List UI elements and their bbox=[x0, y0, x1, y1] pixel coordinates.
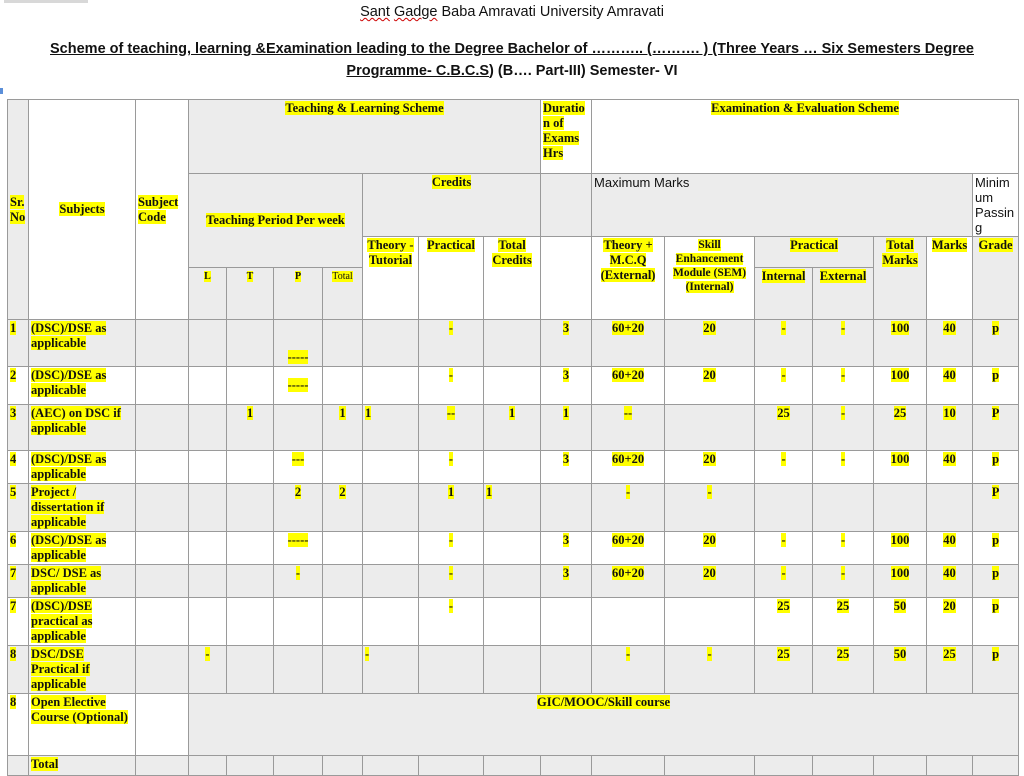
cell-total-credit bbox=[484, 320, 541, 367]
cell-t bbox=[227, 646, 274, 694]
cell-skill-marks: 20 bbox=[665, 320, 755, 367]
cell-code bbox=[136, 598, 189, 646]
cell-external: 25 bbox=[813, 598, 874, 646]
header-examination-scheme: Examination & Evaluation Scheme bbox=[592, 100, 1019, 174]
cell-min-marks: 40 bbox=[927, 451, 973, 484]
cell-min-marks bbox=[927, 756, 973, 776]
cell-min-marks bbox=[927, 484, 973, 532]
cell-skill-marks bbox=[665, 598, 755, 646]
header-theory-mcq: Theory + M.C.Q (External) bbox=[592, 237, 665, 320]
cell-theory-marks: 60+20 bbox=[592, 367, 665, 405]
cell-internal: 25 bbox=[755, 598, 813, 646]
cell-total-marks: 100 bbox=[874, 367, 927, 405]
cell-ptotal bbox=[323, 320, 363, 367]
header-total-credits: Total Credits bbox=[484, 237, 541, 320]
cell-subject: (DSC)/DSE as applicable bbox=[29, 451, 136, 484]
cell-theory-credit bbox=[363, 451, 419, 484]
cell-min-marks: 20 bbox=[927, 598, 973, 646]
cell-code bbox=[136, 694, 189, 756]
cell-p: ----- bbox=[274, 320, 323, 367]
cell-duration: 3 bbox=[541, 565, 592, 598]
cell-l bbox=[189, 484, 227, 532]
cell-srno: 5 bbox=[8, 484, 29, 532]
cell-practical-credit: 1 bbox=[419, 484, 484, 532]
open-elective-note: GIC/MOOC/Skill course bbox=[189, 694, 1019, 756]
cell-duration bbox=[541, 598, 592, 646]
cell-total-marks bbox=[874, 756, 927, 776]
cell-subject: (DSC)/DSE as applicable bbox=[29, 320, 136, 367]
cell-skill-marks: 20 bbox=[665, 532, 755, 565]
cell-ptotal bbox=[323, 756, 363, 776]
cell-practical-credit: - bbox=[419, 451, 484, 484]
cell-total-credit bbox=[484, 451, 541, 484]
cell-practical-credit bbox=[419, 646, 484, 694]
cell-duration bbox=[541, 756, 592, 776]
cell-code bbox=[136, 484, 189, 532]
cell-grade: p bbox=[973, 646, 1019, 694]
cell-ptotal bbox=[323, 598, 363, 646]
cell-theory-marks bbox=[592, 598, 665, 646]
cell-skill-marks: 20 bbox=[665, 451, 755, 484]
cell-theory-credit bbox=[363, 320, 419, 367]
page-corner-mark bbox=[4, 0, 88, 3]
cell-ptotal: 2 bbox=[323, 484, 363, 532]
cell-l: - bbox=[189, 646, 227, 694]
table-row bbox=[8, 646, 1019, 694]
cell-total-marks: 50 bbox=[874, 646, 927, 694]
cell-t bbox=[227, 756, 274, 776]
scheme-title-line2: Programme- C.B.C.S) (B…. Part-III) Semester- VI bbox=[346, 63, 678, 79]
header-subject-code: Subject Code bbox=[136, 100, 189, 320]
cell-t bbox=[227, 565, 274, 598]
cell-practical-credit: -- bbox=[419, 405, 484, 451]
header-P: P bbox=[274, 268, 323, 320]
cell-duration bbox=[541, 646, 592, 694]
cell-srno: 8 bbox=[8, 694, 29, 756]
cell-l bbox=[189, 320, 227, 367]
cell-external: - bbox=[813, 532, 874, 565]
cell-p: --- bbox=[274, 451, 323, 484]
cell-internal bbox=[755, 484, 813, 532]
cell-l bbox=[189, 405, 227, 451]
cell-external: - bbox=[813, 367, 874, 405]
cell-total-credit bbox=[484, 565, 541, 598]
table-row bbox=[8, 484, 1019, 532]
cell-ptotal bbox=[323, 565, 363, 598]
table-row bbox=[8, 320, 1019, 367]
cell-t bbox=[227, 484, 274, 532]
cell-practical-credit: - bbox=[419, 532, 484, 565]
cell-theory-credit: - bbox=[363, 646, 419, 694]
cell-grade bbox=[973, 756, 1019, 776]
header-srno: Sr.No bbox=[8, 100, 29, 320]
cell-code bbox=[136, 320, 189, 367]
cell-code bbox=[136, 451, 189, 484]
cell-external: 25 bbox=[813, 646, 874, 694]
cell-srno: 3 bbox=[8, 405, 29, 451]
header-duration-blank-2 bbox=[541, 237, 592, 320]
cell-p: ----- bbox=[274, 532, 323, 565]
cell-code bbox=[136, 532, 189, 565]
cell-t bbox=[227, 320, 274, 367]
cell-internal: - bbox=[755, 565, 813, 598]
cell-l bbox=[189, 532, 227, 565]
cell-theory-marks: 60+20 bbox=[592, 320, 665, 367]
cell-theory-credit bbox=[363, 565, 419, 598]
cell-min-marks: 25 bbox=[927, 646, 973, 694]
cell-practical-credit bbox=[419, 756, 484, 776]
cell-total-credit bbox=[484, 598, 541, 646]
cell-min-marks: 10 bbox=[927, 405, 973, 451]
cell-skill-marks: 20 bbox=[665, 565, 755, 598]
cell-total-marks: 50 bbox=[874, 598, 927, 646]
header-skill-module: Skill Enhancement Module (SEM) (Internal) bbox=[665, 237, 755, 320]
cell-min-marks: 40 bbox=[927, 320, 973, 367]
cell-total-credit bbox=[484, 756, 541, 776]
scheme-table bbox=[7, 99, 1019, 776]
cell-duration: 3 bbox=[541, 320, 592, 367]
cell-internal: - bbox=[755, 532, 813, 565]
cell-min-marks: 40 bbox=[927, 532, 973, 565]
cell-ptotal bbox=[323, 646, 363, 694]
scheme-title-line1: Scheme of teaching, learning &Examination leading to the Degree Bachelor of ……….. (………. ) (Three Years … Six Semesters Degree bbox=[50, 41, 974, 57]
cell-internal: 25 bbox=[755, 646, 813, 694]
cell-subject: (DSC)/DSE as applicable bbox=[29, 532, 136, 565]
cell-duration: 3 bbox=[541, 451, 592, 484]
cell-skill-marks bbox=[665, 405, 755, 451]
cell-skill-marks: - bbox=[665, 484, 755, 532]
table-row bbox=[8, 565, 1019, 598]
cell-srno: 7 bbox=[8, 598, 29, 646]
cell-skill-marks: 20 bbox=[665, 367, 755, 405]
cell-skill-marks: - bbox=[665, 646, 755, 694]
header-teaching-period: Teaching Period Per week bbox=[189, 174, 363, 268]
cell-grade: p bbox=[973, 598, 1019, 646]
table-row bbox=[8, 405, 1019, 451]
table-row-open-elective bbox=[8, 694, 1019, 756]
cell-internal: - bbox=[755, 367, 813, 405]
cell-code bbox=[136, 367, 189, 405]
cell-p bbox=[274, 598, 323, 646]
cell-external bbox=[813, 756, 874, 776]
cell-duration: 1 bbox=[541, 405, 592, 451]
cell-l bbox=[189, 451, 227, 484]
cell-duration: 3 bbox=[541, 367, 592, 405]
cell-p bbox=[274, 405, 323, 451]
cell-p: - bbox=[274, 565, 323, 598]
cell-practical-credit: - bbox=[419, 320, 484, 367]
cell-internal bbox=[755, 756, 813, 776]
header-internal: Internal bbox=[755, 268, 813, 320]
cell-skill-marks bbox=[665, 756, 755, 776]
cell-code bbox=[136, 405, 189, 451]
cell-grade: p bbox=[973, 565, 1019, 598]
cell-total-credit bbox=[484, 646, 541, 694]
cell-srno: 7 bbox=[8, 565, 29, 598]
cell-t bbox=[227, 532, 274, 565]
header-duration: Duration of Exams Hrs bbox=[541, 100, 592, 174]
cell-total-marks: 100 bbox=[874, 320, 927, 367]
cell-external: - bbox=[813, 320, 874, 367]
cell-total-marks: 100 bbox=[874, 565, 927, 598]
cell-total-credit bbox=[484, 367, 541, 405]
header-total: Total bbox=[323, 268, 363, 320]
cell-grade: p bbox=[973, 451, 1019, 484]
header-credits: Credits bbox=[363, 174, 541, 237]
header-teaching-learning-scheme: Teaching & Learning Scheme bbox=[189, 100, 541, 174]
cell-p: ----- bbox=[274, 367, 323, 405]
cell-theory-marks: - bbox=[592, 484, 665, 532]
header-subjects: Subjects bbox=[29, 100, 136, 320]
cell-grade: P bbox=[973, 405, 1019, 451]
table-row bbox=[8, 532, 1019, 565]
cell-theory-marks: - bbox=[592, 646, 665, 694]
cell-theory-marks: 60+20 bbox=[592, 451, 665, 484]
cell-ptotal: 1 bbox=[323, 405, 363, 451]
cell-srno: 8 bbox=[8, 646, 29, 694]
cell-total-label: Total bbox=[29, 756, 136, 776]
cell-p: 2 bbox=[274, 484, 323, 532]
table-row bbox=[8, 598, 1019, 646]
cell-external: - bbox=[813, 451, 874, 484]
table-row-total bbox=[8, 756, 1019, 776]
university-title: Sant Gadge Baba Amravati University Amravati bbox=[360, 4, 664, 20]
cell-theory-marks bbox=[592, 756, 665, 776]
cell-total-marks: 100 bbox=[874, 532, 927, 565]
cell-theory-credit bbox=[363, 484, 419, 532]
cell-t bbox=[227, 451, 274, 484]
header-L: L bbox=[189, 268, 227, 320]
cell-grade: P bbox=[973, 484, 1019, 532]
header-duration-blank bbox=[541, 174, 592, 237]
cell-theory-credit bbox=[363, 532, 419, 565]
header-practical-marks: Practical bbox=[755, 237, 874, 268]
header-total-marks: Total Marks bbox=[874, 237, 927, 320]
header-theory-tutorial: Theory - Tutorial bbox=[363, 237, 419, 320]
cell-practical-credit: - bbox=[419, 598, 484, 646]
cell-external: - bbox=[813, 405, 874, 451]
cell-min-marks: 40 bbox=[927, 367, 973, 405]
cell-practical-credit: - bbox=[419, 367, 484, 405]
cell-duration bbox=[541, 484, 592, 532]
cell-srno: 4 bbox=[8, 451, 29, 484]
cell-grade: p bbox=[973, 320, 1019, 367]
header-minimum-passing: Minimum Passing bbox=[973, 174, 1019, 237]
cell-duration: 3 bbox=[541, 532, 592, 565]
cell-theory-marks: -- bbox=[592, 405, 665, 451]
cell-subject: DSC/DSE Practical if applicable bbox=[29, 646, 136, 694]
table-row bbox=[8, 367, 1019, 405]
cell-t bbox=[227, 598, 274, 646]
cell-external bbox=[813, 484, 874, 532]
cell-p bbox=[274, 646, 323, 694]
header-external: External bbox=[813, 268, 874, 320]
cell-l bbox=[189, 598, 227, 646]
cell-l bbox=[189, 565, 227, 598]
cell-practical-credit: - bbox=[419, 565, 484, 598]
cell-total-credit: 1 bbox=[484, 405, 541, 451]
cell-ptotal bbox=[323, 367, 363, 405]
cell-ptotal bbox=[323, 451, 363, 484]
cell-total-marks: 25 bbox=[874, 405, 927, 451]
cell-subject: (DSC)/DSE practical as applicable bbox=[29, 598, 136, 646]
header-practical-credit: Practical bbox=[419, 237, 484, 320]
cell-subject: DSC/ DSE as applicable bbox=[29, 565, 136, 598]
cell-subject: (DSC)/DSE as applicable bbox=[29, 367, 136, 405]
cell-theory-marks: 60+20 bbox=[592, 565, 665, 598]
cell-l bbox=[189, 756, 227, 776]
cell-subject: (AEC) on DSC if applicable bbox=[29, 405, 136, 451]
cell-subject: Open Elective Course (Optional) bbox=[29, 694, 136, 756]
cell-code bbox=[136, 646, 189, 694]
cell-srno: 6 bbox=[8, 532, 29, 565]
cell-min-marks: 40 bbox=[927, 565, 973, 598]
cell-total-credit bbox=[484, 532, 541, 565]
cell-total-marks: 100 bbox=[874, 451, 927, 484]
cell-theory-marks: 60+20 bbox=[592, 532, 665, 565]
header-maximum-marks: Maximum Marks bbox=[592, 174, 973, 237]
cell-code bbox=[136, 565, 189, 598]
cell-grade: p bbox=[973, 532, 1019, 565]
header-T: T bbox=[227, 268, 274, 320]
cell-theory-credit bbox=[363, 598, 419, 646]
cell-subject: Project / dissertation if applicable bbox=[29, 484, 136, 532]
header-marks: Marks bbox=[927, 237, 973, 320]
cell-internal: - bbox=[755, 451, 813, 484]
header-grade: Grade bbox=[973, 237, 1019, 320]
cell-l bbox=[189, 367, 227, 405]
cell-t: 1 bbox=[227, 405, 274, 451]
cell-code bbox=[136, 756, 189, 776]
cell-srno: 1 bbox=[8, 320, 29, 367]
cell-theory-credit bbox=[363, 756, 419, 776]
cell-ptotal bbox=[323, 532, 363, 565]
table-row bbox=[8, 451, 1019, 484]
cell-internal: - bbox=[755, 320, 813, 367]
cell-total-marks bbox=[874, 484, 927, 532]
cell-internal: 25 bbox=[755, 405, 813, 451]
cell-theory-credit: 1 bbox=[363, 405, 419, 451]
cell-grade: p bbox=[973, 367, 1019, 405]
margin-marker bbox=[0, 88, 3, 94]
cell-external: - bbox=[813, 565, 874, 598]
cell-total-credit: 1 bbox=[484, 484, 541, 532]
cell-srno: 2 bbox=[8, 367, 29, 405]
cell-t bbox=[227, 367, 274, 405]
cell-theory-credit bbox=[363, 367, 419, 405]
cell-p bbox=[274, 756, 323, 776]
cell-srno bbox=[8, 756, 29, 776]
